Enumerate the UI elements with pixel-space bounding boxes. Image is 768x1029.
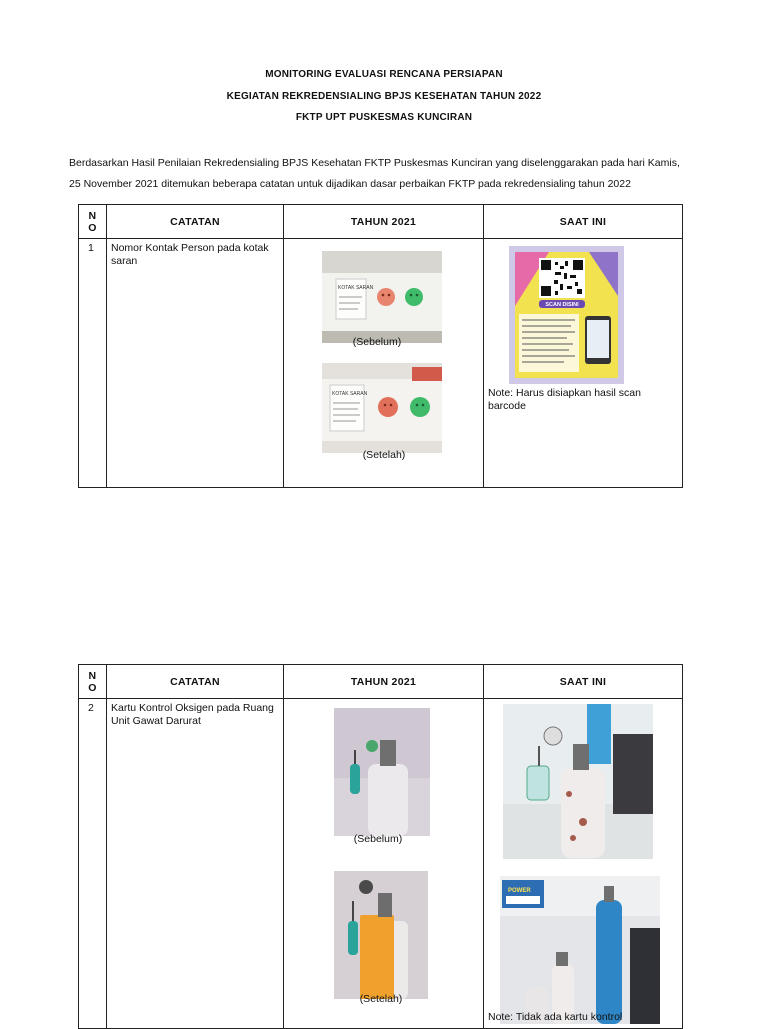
photo-qr-poster bbox=[509, 246, 624, 384]
caption-after: (Setelah) bbox=[362, 449, 406, 461]
evaluation-table-2 bbox=[78, 664, 683, 1029]
row-catatan-cell: Nomor Kontak Person pada kotak saran bbox=[107, 239, 284, 488]
row-catatan-cell: Kartu Kontrol Oksigen pada Ruang Unit Gawat Darurat bbox=[107, 699, 284, 1029]
caption-before: (Sebelum) bbox=[353, 833, 403, 845]
row-tahun-cell bbox=[284, 239, 484, 488]
col-header-no: N O bbox=[79, 665, 107, 699]
row-no-cell: 2 bbox=[79, 699, 107, 1029]
caption-after: (Setelah) bbox=[359, 993, 403, 1005]
table-row bbox=[79, 699, 683, 1029]
caption-before: (Sebelum) bbox=[352, 336, 402, 348]
row-saat-ini-cell bbox=[484, 239, 683, 488]
row-saat-ini-cell bbox=[484, 699, 683, 1029]
row-note: Note: Harus disiapkan hasil scan barcode bbox=[488, 387, 641, 412]
box-label-before: KOTAK SARAN bbox=[338, 285, 374, 291]
col-header-no: N O bbox=[79, 205, 107, 239]
doc-title-line2: KEGIATAN REKREDENSIALING BPJS KESEHATAN TAHUN 2022 bbox=[226, 91, 542, 102]
photo-before-suggestion-box bbox=[322, 251, 442, 343]
table-row bbox=[79, 239, 683, 488]
intro-line1: Berdasarkan Hasil Penilaian Rekredensialing BPJS Kesehatan FKTP Puskesmas Kunciran yang diselenggarakan pada hari Kamis, bbox=[69, 157, 680, 169]
photo-now-oxygen-1 bbox=[503, 704, 653, 859]
box-label-after: KOTAK SARAN bbox=[332, 391, 368, 397]
col-header-catatan: CATATAN bbox=[107, 205, 284, 239]
col-header-saat-ini: SAAT INI bbox=[484, 665, 683, 699]
row-no-cell: 1 bbox=[79, 239, 107, 488]
intro-paragraph bbox=[69, 153, 709, 195]
poster-scan-label: SCAN DISINI bbox=[545, 302, 579, 308]
photo-after-suggestion-box bbox=[322, 363, 442, 453]
col-header-saat-ini: SAAT INI bbox=[484, 205, 683, 239]
photo-before-oxygen bbox=[334, 708, 430, 836]
col-header-catatan: CATATAN bbox=[107, 665, 284, 699]
photo-after-oxygen bbox=[334, 871, 428, 999]
doc-title-line3: FKTP UPT PUSKESMAS KUNCIRAN bbox=[295, 112, 473, 123]
sign-power-label: POWER bbox=[508, 888, 531, 894]
photo-now-oxygen-2 bbox=[500, 876, 660, 1024]
evaluation-table-1 bbox=[78, 204, 683, 488]
row-tahun-cell bbox=[284, 699, 484, 1029]
table-header-row bbox=[79, 205, 683, 239]
col-header-tahun: TAHUN 2021 bbox=[284, 205, 484, 239]
table-header-row bbox=[79, 665, 683, 699]
row-note: Note: Tidak ada kartu kontrol bbox=[488, 1011, 623, 1023]
intro-line2: 25 November 2021 ditemukan beberapa catatan untuk dijadikan dasar perbaikan FKTP pada rekredensialing tahun 2022 bbox=[69, 178, 631, 190]
col-header-tahun: TAHUN 2021 bbox=[284, 665, 484, 699]
doc-title-line1: MONITORING EVALUASI RENCANA PERSIAPAN bbox=[265, 69, 503, 80]
